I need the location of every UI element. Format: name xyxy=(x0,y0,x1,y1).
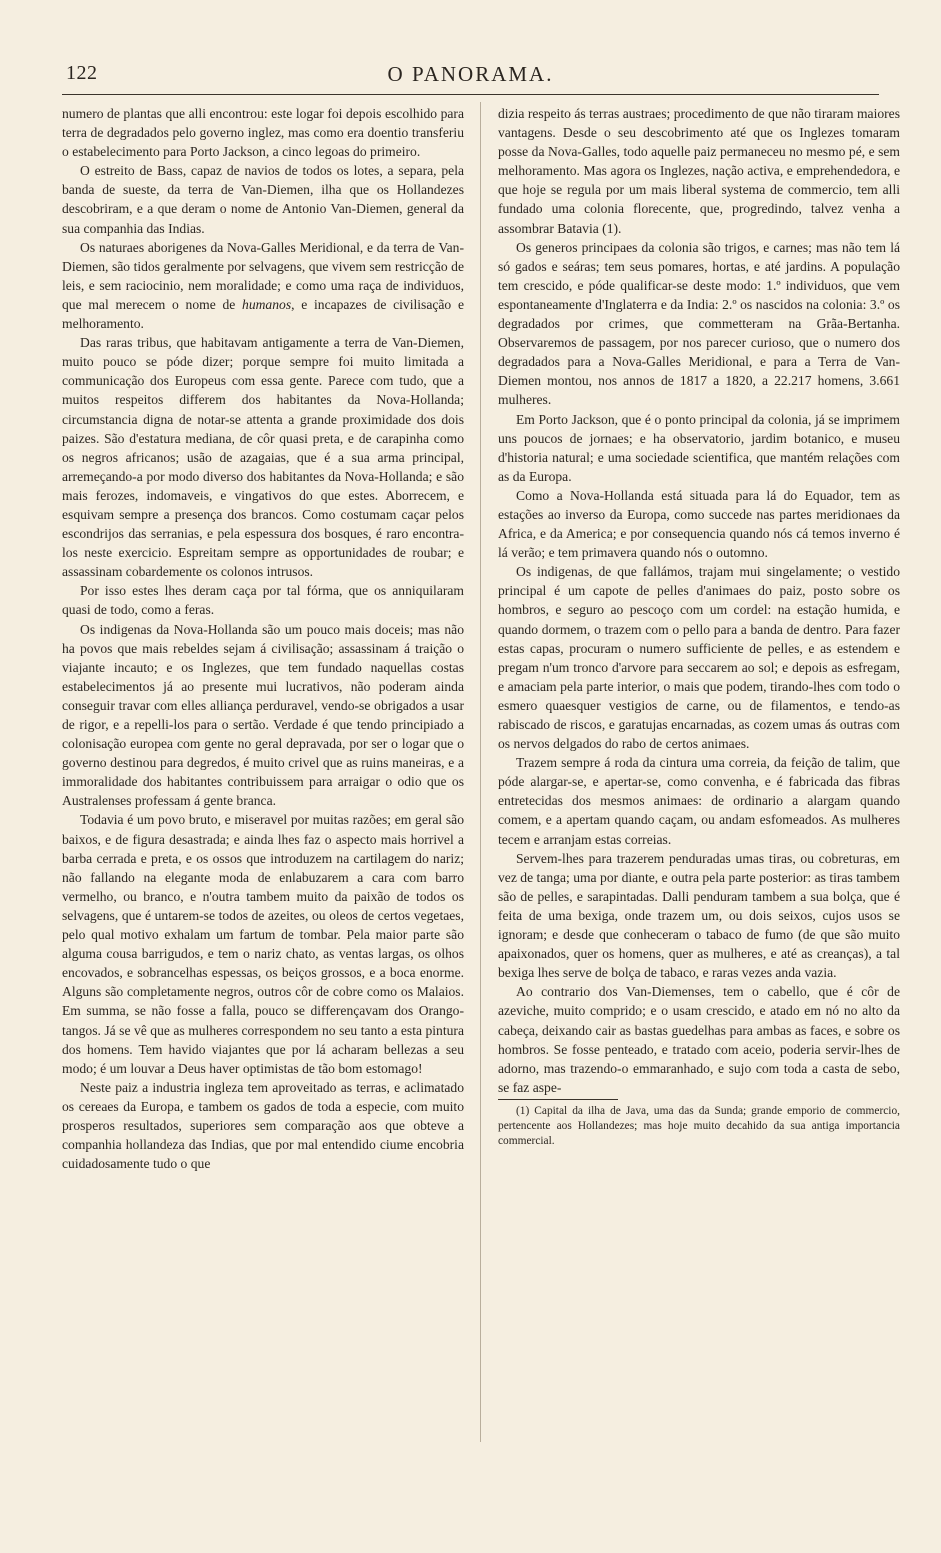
paragraph: Neste paiz a industria ingleza tem aproveitado as terras, e aclimatado os cereaes da Europa, e tambem os gados de toda a especie, com muito prosperos resultados, superiores sem comparação aos que obteve a companhia hollandeza das Indias, que por mal entendido ciume encobria cuidadosamente tudo o que xyxy=(62,1079,464,1172)
paragraph: Os naturaes aborigenes da Nova-Galles Meridional, e da terra de Van-Diemen, são tidos geralmente por selvagens, que vivem sem restricção de leis, e sem raciocinio, nem moralidade; e como uma raça de individuos, que mal merecem o nome de humanos, e incapazes de civilisação e melhoramento. xyxy=(62,239,464,332)
paragraph: Trazem sempre á roda da cintura uma correia, da feição de talim, que póde alargar-se, e apertar-se, como convenha, e é fabricada das fibras entretecidas dos mesmos animaes: de ordinario a alargam quando comem, e a apertam quando caçam, ou andam esfomeados. As mulheres tecem e arranjam estas correias. xyxy=(498,755,900,847)
page-number: 122 xyxy=(66,62,98,84)
page-header xyxy=(66,62,875,90)
paragraph: Os generos principaes da colonia são trigos, e carnes; mas não tem lá só gados e seáras; tem seus pomares, hortas, e até jardins. A população tem crescido, e póde qualificar-se deste modo: 1.º individuos, que vem espontaneamente d'Inglaterra e da India: 2.º os nascidos na colonia: 3.º os degradados por crimes, que commetteram na Grãa-Bertanha. Observaremos de passagem, por nos parecer curioso, que o numero dos degradados para a Nova-Galles Meridional, e para a Terra de Van-Diemen montou, nos annos de 1817 a 1820, a 22.217 homens, 3.661 mulheres. xyxy=(498,239,900,408)
paragraph: dizia respeito ás terras austraes; procedimento de que não tiraram maiores vantagens. Desde o seu descobrimento até que os Inglezes tomaram posse da Nova-Galles, todo aquelle paiz permaneceu no mesmo pé, e sem melhoramento. Mas agora os Inglezes, nação activa, e emprehendedora, e que hoje se regula por um mais liberal systema de commercio, tem alli fundado uma colonia florecente, que, progredindo, talvez venha a assombrar Batavia (1). xyxy=(498,106,900,236)
paragraph: Todavia é um povo bruto, e miseravel por muitas razões; em geral são baixos, e de figura desastrada; e ainda lhes faz o aspecto mais horrivel a barba cerrada e preta, e os ossos que introduzem na cartilagem do nariz; não fallando na elegante moda de enlabuzarem a cara com barro vermelho, ou branco, e n'outra tambem muito da paixão de todos os selvagens, que é untarem-se todos de azeites, ou oleos de certos vegetaes, pelo qual motivo exhalam um fartum de tombar. Pela maior parte são alguma cousa barrigudos, e tem o nariz chato, as ventas largas, os olhos encovados, e sobrancelhas espessas, os beiços grossos, e a boca enorme. Alguns são completamente negros, outros côr de cobre como os Malaios. Em summa, se não fosse a falla, pouco se differençavam dos Orango-tangos. Já se vê que as mulheres correspondem no seu tanto a esta pintura dos homens. Tem havido viajantes que por lá acharam bellezas a seu modo; é um louvar a Deus haver optimistas de tão bom estomago! xyxy=(62,812,464,1076)
left-column xyxy=(62,104,464,1173)
header-rule xyxy=(62,94,879,95)
page-title: O PANORAMA. xyxy=(387,62,554,86)
paragraph: Por isso estes lhes deram caça por tal fórma, que os anniquilaram quasi de todo, como a feras. xyxy=(62,583,464,618)
paragraph: Servem-lhes para trazerem penduradas umas tiras, ou cobreturas, em vez de tanga; uma por diante, e outra pela parte posterior: as tiras tambem são de pelles, e sarapintadas. Dalli penduram tambem a sua bolça, que é feita de uma bexiga, onde trazem um, ou dois seixos, cujos usos se ignoram; e desde que conheceram o tabaco de fumo (de que são muito apaixonados, quer os homens, quer as mulheres, e até as creanças), a tal bexiga lhes serve de bolça de tabaco, e raras vezes anda vazia. xyxy=(498,850,900,981)
paragraph: numero de plantas que alli encontrou: este logar foi depois escolhido para terra de degradados pelo governo inglez, mas como era doentio transferiu o estabelecimento para Porto Jackson, a cinco legoas do primeiro. xyxy=(62,106,464,160)
column-divider xyxy=(480,102,481,1442)
paragraph: Os indigenas da Nova-Hollanda são um pouco mais doceis; mas não ha povos que mais rebeldes sejam á civilisação; assassinam á traição o viajante incauto; e os Inglezes, que tem fundado naquellas costas estabelecimentos já ao presente mui lucrativos, não poderam ainda conseguir travar com elles alliança perduravel, vendo-se obrigados a usar de rigor, e a repelli-los para o sertão. Verdade é que tendo principiado a colonisação europea com gente no geral depravada, por ser o logar que o governo destinou para degredos, é muito crivel que as ruins maneiras, e a immoralidade dos habitantes contribuissem para arraigar o odio que os Australenses professam á gente branca. xyxy=(62,621,464,809)
paragraph: O estreito de Bass, capaz de navios de todos os lotes, a separa, pela banda de sueste, da terra de Van-Diemen, ilha que os Hollandezes descobriram, e a que deram o nome de Antonio Van-Diemen, general da sua companhia das Indias. xyxy=(62,163,464,236)
italic-word: humanos xyxy=(242,296,292,312)
right-column xyxy=(498,104,900,1149)
paragraph: Ao contrario dos Van-Diemenses, tem o cabello, que é côr de azeviche, muito comprido; e o usam crescido, e atado em nó no alto da cabeça, deixando cair as bastas guedelhas para ambas as faces, e sobre os hombros. Se fosse penteado, e tratado com aceio, poderia servir-lhes de adorno, mas trazendo-o emmaranhado, e sujo com toda a casta de sebo, se faz aspe- xyxy=(498,984,900,1095)
paragraph: Em Porto Jackson, que é o ponto principal da colonia, já se imprimem uns poucos de jornaes; e ha observatorio, jardim botanico, e museu d'historia natural; e uma sociedade scientifica, que mantém relações com as da Europa. xyxy=(498,411,900,484)
footnote: (1) Capital da ilha de Java, uma das da Sunda; grande emporio de commercio, pertencente aos Hollandezes; mas hoje muito decahido da sua antiga importancia commercial. xyxy=(498,1104,900,1147)
footnote-rule xyxy=(498,1099,618,1100)
paragraph: Os indigenas, de que fallámos, trajam mui singelamente; o vestido principal é um capote de pelles d'animaes do paiz, posto sobre os hombros, e seguro ao pescoço com um cordel: na estação humida, e quando dormem, o trazem com o pello para a banda de dentro. Para fazer estas capas, procuram o numero sufficiente de pelles, e as estendem e pregam n'um tronco d'arvore para seccarem ao sol; e depois as esfregam, e amaciam pela parte interior, o mais que podem, tirando-lhes com todo o esmero quaesquer vestigios de carne, ou de filamentos, e tendo-as rabiscado de riscos, e garatujas encarnadas, as cozem umas ás outras com os nervos delgados do rabo de certos animaes. xyxy=(498,564,900,752)
paragraph: Como a Nova-Hollanda está situada para lá do Equador, tem as estações ao inverso da Europa, como succede nas partes meridionaes da Africa, e da America; e por consequencia quando nós cá temos inverno é lá verão; e tem primavera quando nós o outomno. xyxy=(498,487,900,561)
paragraph: Das raras tribus, que habitavam antigamente a terra de Van-Diemen, muito pouco se póde dizer; porque sempre foi muito limitada a communicação dos Europeus com essa gente. Parece com tudo, que a muitos respeitos differem dos habitantes da Nova-Hollanda; circumstancia digna de notar-se attenta a grande proximidade dos dois paizes. São d'estatura mediana, de côr quasi preta, e de carapinha como os negros africanos; usão de azagaias, que é a sua arma principal, arremeçando-a por modo diverso dos habitantes da Nova-Hollanda; e são mais ferozes, indomaveis, e vingativos do que estes. Aborrecem, e esquivam sempre a presença dos brancos. Como costumam caçar pelos escondrijos das serranias, e pela espessura dos bosques, é raro encontra-los neste exercicio. Espreitam sempre as opportunidades de roubar; e assassinam cobardemente os colonos intrusos. xyxy=(62,335,464,580)
